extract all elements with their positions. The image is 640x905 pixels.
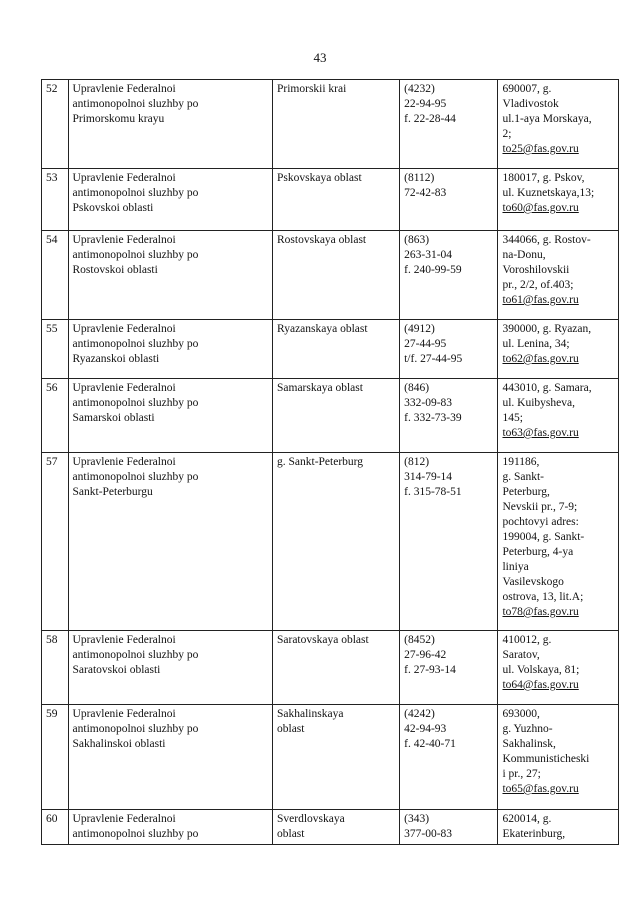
table-row [42, 169, 619, 231]
region: Sverdlovskaya oblast [273, 810, 400, 845]
agency-name: Upravlenie Federalnoi antimonopolnoi sluzhby po Ryazanskoi oblasti [68, 320, 272, 379]
address [498, 705, 619, 810]
phone: (343) 377-00-83 [400, 810, 498, 845]
table-row [42, 80, 619, 169]
phone: (846) 332-09-83 f. 332-73-39 [400, 379, 498, 453]
phone: (4232) 22-94-95 f. 22-28-44 [400, 80, 498, 169]
row-number: 55 [42, 320, 69, 379]
agency-name: Upravlenie Federalnoi antimonopolnoi sluzhby po Rostovskoi oblasti [68, 231, 272, 320]
region: Pskovskaya oblast [273, 169, 400, 231]
table-row [42, 320, 619, 379]
region: Samarskaya oblast [273, 379, 400, 453]
phone: (863) 263-31-04 f. 240-99-59 [400, 231, 498, 320]
region: Ryazanskaya oblast [273, 320, 400, 379]
address-text: 443010, g. Samara, ul. Kuibysheva, 145; [502, 382, 592, 424]
address-text: 620014, g. Ekaterinburg, [502, 813, 566, 840]
address [498, 453, 619, 631]
phone: (8452) 27-96-42 f. 27-93-14 [400, 631, 498, 705]
row-number: 57 [42, 453, 69, 631]
row-number: 60 [42, 810, 69, 845]
address [498, 810, 619, 845]
agency-name: Upravlenie Federalnoi antimonopolnoi sluzhby po Sakhalinskoi oblasti [68, 705, 272, 810]
row-number: 53 [42, 169, 69, 231]
email-link[interactable]: to62@fas.gov.ru [502, 353, 579, 365]
agency-table [41, 79, 619, 845]
address [498, 631, 619, 705]
address [498, 379, 619, 453]
phone: (4242) 42-94-93 f. 42-40-71 [400, 705, 498, 810]
region: Sakhalinskaya oblast [273, 705, 400, 810]
email-link[interactable]: to65@fas.gov.ru [502, 783, 579, 795]
address [498, 231, 619, 320]
address-text: 693000, g. Yuzhno- Sakhalinsk, Kommunisticheski i pr., 27; [502, 708, 590, 780]
address [498, 80, 619, 169]
email-link[interactable]: to63@fas.gov.ru [502, 427, 579, 439]
row-number: 56 [42, 379, 69, 453]
agency-name: Upravlenie Federalnoi antimonopolnoi sluzhby po Samarskoi oblasti [68, 379, 272, 453]
table-row [42, 810, 619, 845]
email-link[interactable]: to60@fas.gov.ru [502, 202, 579, 214]
email-link[interactable]: to78@fas.gov.ru [502, 606, 579, 618]
region: Rostovskaya oblast [273, 231, 400, 320]
row-number: 52 [42, 80, 69, 169]
email-link[interactable]: to64@fas.gov.ru [502, 679, 579, 691]
agency-name: Upravlenie Federalnoi antimonopolnoi sluzhby po Saratovskoi oblasti [68, 631, 272, 705]
region: g. Sankt-Peterburg [273, 453, 400, 631]
table-row [42, 631, 619, 705]
agency-name: Upravlenie Federalnoi antimonopolnoi sluzhby po Pskovskoi oblasti [68, 169, 272, 231]
address-text: 690007, g. Vladivostok ul.1-aya Morskaya, 2; [502, 83, 592, 140]
row-number: 59 [42, 705, 69, 810]
address-text: 390000, g. Ryazan, ul. Lenina, 34; [502, 323, 592, 350]
page-number: 43 [313, 50, 327, 65]
region: Primorskii krai [273, 80, 400, 169]
row-number: 58 [42, 631, 69, 705]
table-row [42, 705, 619, 810]
row-number: 54 [42, 231, 69, 320]
address-text: 191186, g. Sankt- Peterburg, Nevskii pr., 7-9; pochtovyi adres: 199004, g. Sankt- Peterburg, 4-ya liniya Vasilevskogo ostrova, 13, lit.A; [502, 456, 585, 603]
address [498, 169, 619, 231]
region: Saratovskaya oblast [273, 631, 400, 705]
phone: (812) 314-79-14 f. 315-78-51 [400, 453, 498, 631]
table-row [42, 453, 619, 631]
email-link[interactable]: to61@fas.gov.ru [502, 294, 579, 306]
agency-name: Upravlenie Federalnoi antimonopolnoi sluzhby po [68, 810, 272, 845]
phone: (4912) 27-44-95 t/f. 27-44-95 [400, 320, 498, 379]
email-link[interactable]: to25@fas.gov.ru [502, 143, 579, 155]
address-text: 410012, g. Saratov, ul. Volskaya, 81; [502, 634, 580, 676]
address [498, 320, 619, 379]
address-text: 180017, g. Pskov, ul. Kuznetskaya,13; [502, 172, 595, 199]
table-row [42, 379, 619, 453]
agency-name: Upravlenie Federalnoi antimonopolnoi sluzhby po Sankt-Peterburgu [68, 453, 272, 631]
agency-name: Upravlenie Federalnoi antimonopolnoi sluzhby po Primorskomu krayu [68, 80, 272, 169]
table-row [42, 231, 619, 320]
phone: (8112) 72-42-83 [400, 169, 498, 231]
address-text: 344066, g. Rostov- na-Donu, Voroshilovskii pr., 2/2, of.403; [502, 234, 591, 291]
